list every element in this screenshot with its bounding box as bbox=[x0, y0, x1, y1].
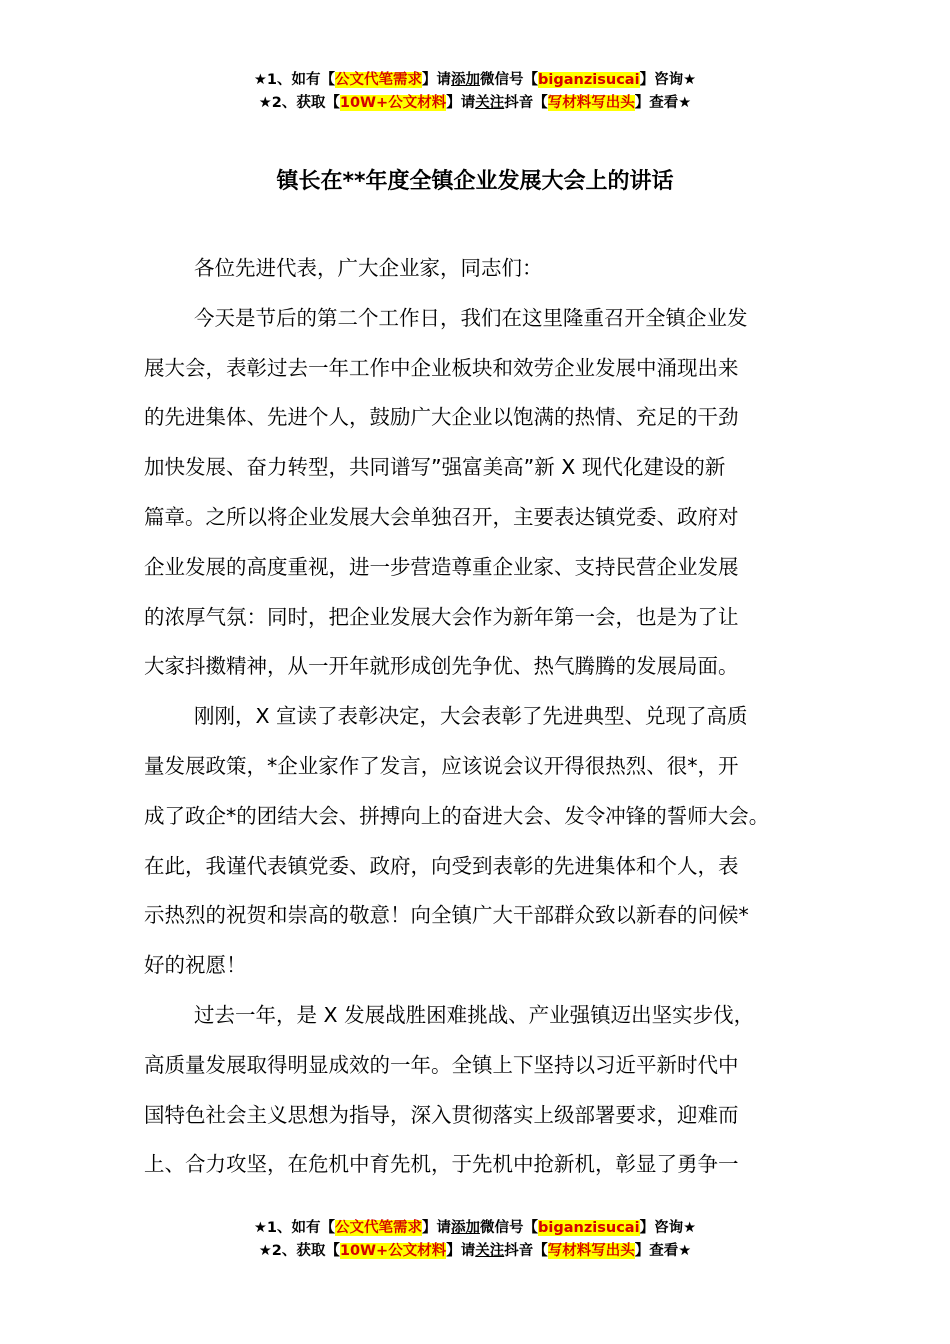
body-line: 篇章。之所以将企业发展大会单独召开，主要表达镇党委、政府对 bbox=[144, 504, 739, 529]
salutation: 各位先进代表，广大企业家，同志们： bbox=[194, 256, 543, 280]
banner-text: 微信号【 bbox=[480, 72, 539, 88]
banner-highlight: 公文代笔需求 bbox=[335, 1220, 423, 1236]
body-line: 成了政企*的团结大会、拼搏向上的奋进大会、发令冲锋的誓师大会。 bbox=[144, 803, 770, 828]
document-title: 镇长在**年度全镇企业发展大会上的讲话 bbox=[276, 169, 674, 194]
banner-line-2 bbox=[0, 1240, 950, 1263]
banner-line-1 bbox=[0, 1217, 950, 1240]
banner-highlight: biganzisucai bbox=[538, 1220, 640, 1236]
body-line: 量发展政策，*企业家作了发言，应该说会议开得很热烈、很*，开 bbox=[144, 753, 739, 778]
banner-text: 】请 bbox=[422, 1220, 452, 1236]
banner-emphasis: 添加 bbox=[451, 72, 481, 88]
banner-text: ★1、如有【 bbox=[253, 72, 336, 88]
body-line: 高质量发展取得明显成效的一年。全镇上下坚持以习近平新时代中 bbox=[144, 1052, 739, 1077]
banner-emphasis: 关注 bbox=[475, 1243, 505, 1259]
banner-text: 微信号【 bbox=[480, 1220, 539, 1236]
body-line: 刚刚，X 宣读了表彰决定，大会表彰了先进典型、兑现了高质 bbox=[194, 704, 748, 729]
body-line: 今天是节后的第二个工作日，我们在这里隆重召开全镇企业发 bbox=[194, 305, 748, 330]
body-line: 过去一年，是 X 发展战胜困难挑战、产业强镇迈出坚实步伐， bbox=[194, 1002, 755, 1027]
banner-text: 】咨询★ bbox=[639, 72, 697, 88]
body-line: 上、合力攻坚，在危机中育先机，于先机中抢新机，彰显了勇争一 bbox=[144, 1152, 739, 1177]
banner-emphasis: 添加 bbox=[451, 1220, 481, 1236]
document-body bbox=[144, 244, 824, 1190]
body-line: 大家抖擞精神，从一开年就形成创先争优、热气腾腾的发展局面。 bbox=[144, 654, 739, 679]
body-line: 示热烈的祝贺和崇高的敬意！向全镇广大干部群众致以新春的问候* bbox=[144, 903, 749, 928]
body-line: 的浓厚气氛：同时，把企业发展大会作为新年第一会，也是为了让 bbox=[144, 604, 739, 629]
body-line: 的先进集体、先进个人，鼓励广大企业以饱满的热情、充足的干劲 bbox=[144, 405, 739, 430]
body-line: 展大会，表彰过去一年工作中企业板块和效劳企业发展中涌现出来 bbox=[144, 355, 739, 380]
body-line: 好的祝愿！ bbox=[144, 953, 247, 978]
banner-text: ★2、获取【 bbox=[258, 1243, 340, 1259]
banner-text: 】请 bbox=[422, 72, 452, 88]
banner-highlight: 10W+公文材料 bbox=[339, 1243, 447, 1259]
banner-text: 抖音【 bbox=[504, 1243, 548, 1259]
banner-highlight: 写材料写出头 bbox=[547, 95, 635, 111]
header-banner bbox=[0, 69, 950, 115]
body-line: 国特色社会主义思想为指导，深入贯彻落实上级部署要求，迎难而 bbox=[144, 1102, 739, 1127]
banner-text: 抖音【 bbox=[504, 95, 548, 111]
banner-highlight: 公文代笔需求 bbox=[335, 72, 423, 88]
body-line: 在此，我谨代表镇党委、政府，向受到表彰的先进集体和个人，表 bbox=[144, 853, 739, 878]
banner-emphasis: 关注 bbox=[475, 95, 505, 111]
banner-highlight: biganzisucai bbox=[538, 72, 640, 88]
footer-banner bbox=[0, 1217, 950, 1263]
banner-text: 】请 bbox=[446, 1243, 476, 1259]
banner-text: 】查看★ bbox=[634, 95, 692, 111]
banner-text: 】咨询★ bbox=[639, 1220, 697, 1236]
body-line: 企业发展的高度重视，进一步营造尊重企业家、支持民营企业发展 bbox=[144, 554, 739, 579]
banner-text: 】查看★ bbox=[634, 1243, 692, 1259]
banner-highlight: 10W+公文材料 bbox=[339, 95, 447, 111]
body-line: 加快发展、奋力转型，共同谱写”强富美高”新 X 现代化建设的新 bbox=[144, 455, 726, 480]
banner-line-2 bbox=[0, 92, 950, 115]
banner-line-1 bbox=[0, 69, 950, 92]
banner-text: ★2、获取【 bbox=[258, 95, 340, 111]
banner-highlight: 写材料写出头 bbox=[547, 1243, 635, 1259]
banner-text: 】请 bbox=[446, 95, 476, 111]
banner-text: ★1、如有【 bbox=[253, 1220, 336, 1236]
